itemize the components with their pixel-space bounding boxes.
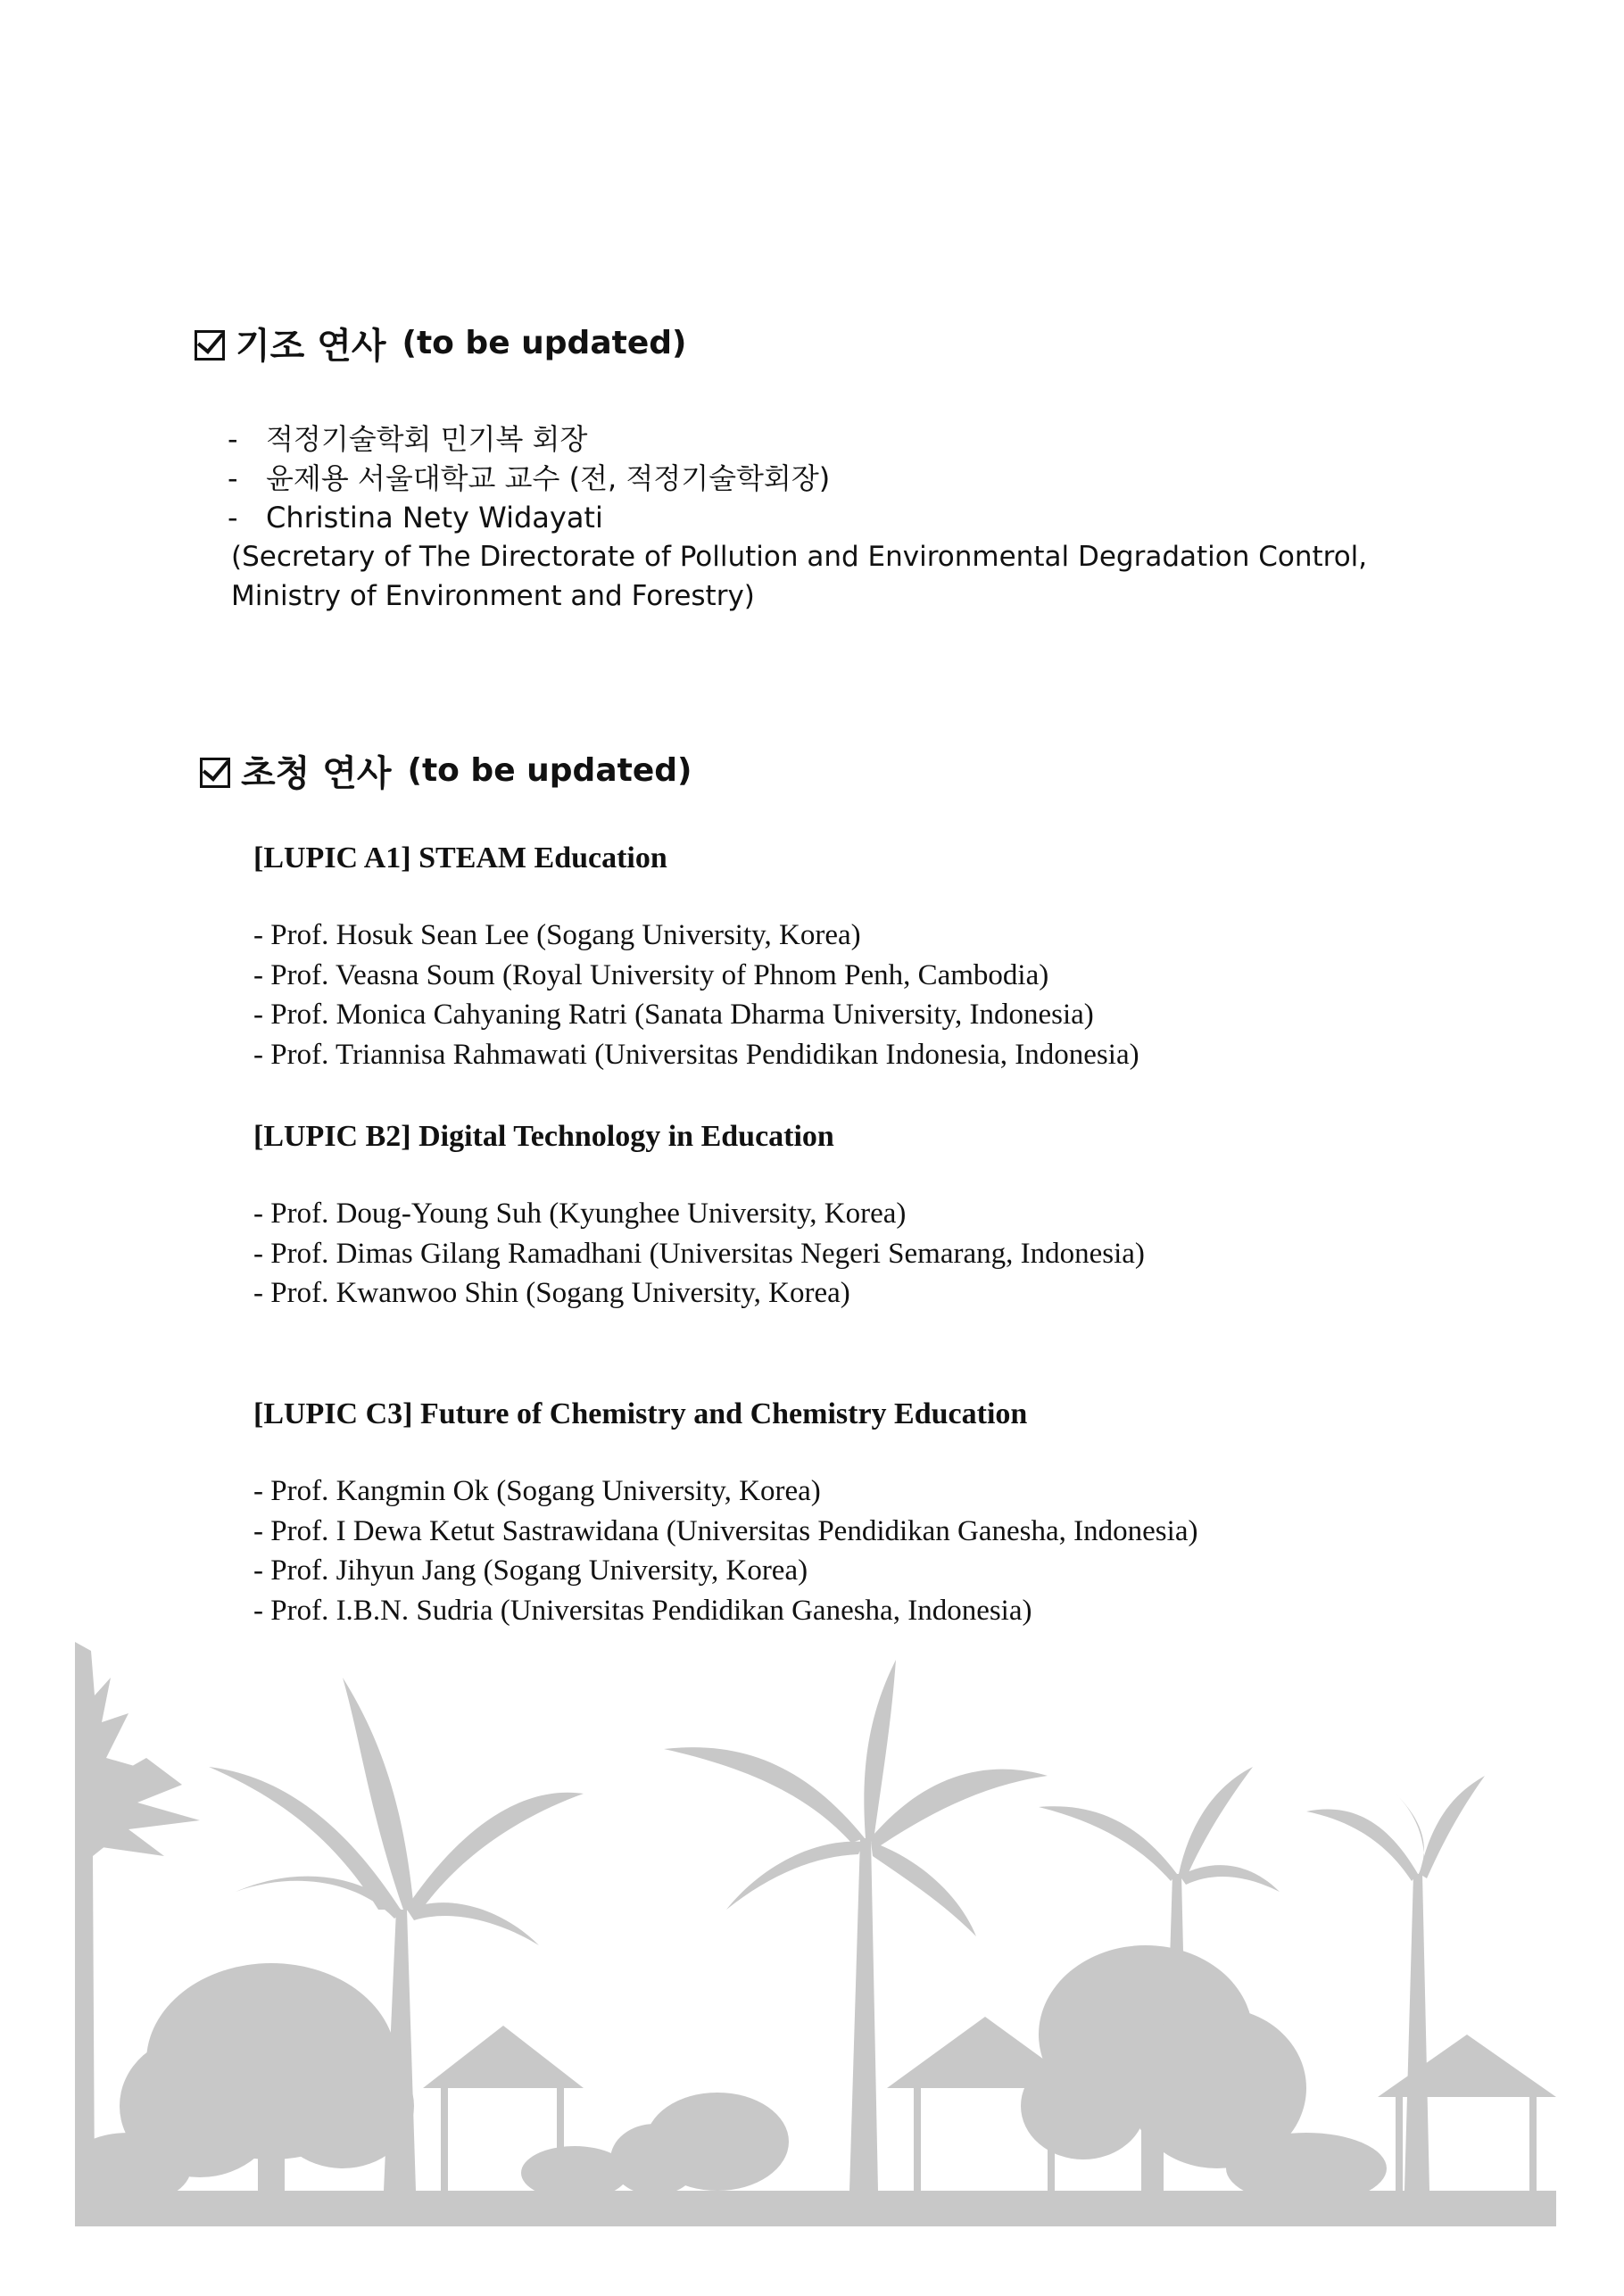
session-b2 (253, 1117, 1547, 1314)
checkbox-checked-icon (200, 758, 230, 788)
speaker-item: - Prof. Monica Cahyaning Ratri (Sanata Dharma University, Indonesia) (253, 999, 1094, 1031)
palm-tree-silhouette (75, 1642, 1556, 2231)
session-c3 (253, 1395, 1547, 1630)
keynote-tag: (to be updated) (402, 325, 687, 361)
invited-tag: (to be updated) (407, 752, 692, 789)
speaker-item: - Prof. Veasna Soum (Royal University of Phnom Penh, Cambodia) (253, 958, 1049, 991)
invited-title: 초청 연사 (241, 753, 392, 794)
speaker-item: - Prof. Doug-Young Suh (Kyunghee University, Korea) (253, 1198, 907, 1230)
keynote-title: 기조 연사 (236, 326, 386, 367)
speaker-item: - Prof. I Dewa Ketut Sastrawidana (Universitas Pendidikan Ganesha, Indonesia) (253, 1514, 1198, 1547)
keynote-speaker-2: 윤제용 서울대학교 교수 (전, 적정기술학회장) (266, 461, 831, 495)
speaker-item: - Prof. Dimas Gilang Ramadhani (Universitas Negeri Semarang, Indonesia) (253, 1237, 1145, 1270)
keynote-note-line-1: (Secretary of The Directorate of Pollution and Environmental Degradation Control, (231, 541, 1368, 573)
invited-heading (200, 745, 692, 796)
session-title: [LUPIC B2] Digital Technology in Education (253, 1120, 834, 1153)
speaker-item: - Prof. Jihyun Jang (Sogang University, Korea) (253, 1554, 808, 1587)
keynote-heading (195, 318, 686, 369)
session-title: [LUPIC A1] STEAM Education (253, 841, 667, 874)
list-item: - Christina Nety Widayati (228, 498, 1477, 537)
speaker-item: - Prof. Triannisa Rahmawati (Universitas Pendidikan Indonesia, Indonesia) (253, 1038, 1139, 1071)
session-a1 (253, 839, 1547, 1074)
speaker-item: - Prof. Kangmin Ok (Sogang University, Korea) (253, 1475, 821, 1507)
list-item: - 윤제용 서울대학교 교수 (전, 적정기술학회장) (228, 459, 1477, 498)
keynote-speaker-1: 적정기술학회 민기복 회장 (266, 422, 588, 456)
speaker-item: - Prof. Hosuk Sean Lee (Sogang University, Korea) (253, 919, 861, 951)
keynote-speaker-3: Christina Nety Widayati (266, 501, 603, 535)
keynote-note-line-2: Ministry of Environment and Forestry) (231, 580, 755, 612)
list-item: - 적정기술학회 민기복 회장 (228, 419, 1477, 459)
speaker-item: - Prof. I.B.N. Sudria (Universitas Pendidikan Ganesha, Indonesia) (253, 1594, 1032, 1627)
session-title: [LUPIC C3] Future of Chemistry and Chemistry Education (253, 1397, 1028, 1430)
checkbox-checked-icon (195, 330, 225, 361)
keynote-list (228, 419, 1477, 616)
speaker-item: - Prof. Kwanwoo Shin (Sogang University, Korea) (253, 1277, 850, 1309)
